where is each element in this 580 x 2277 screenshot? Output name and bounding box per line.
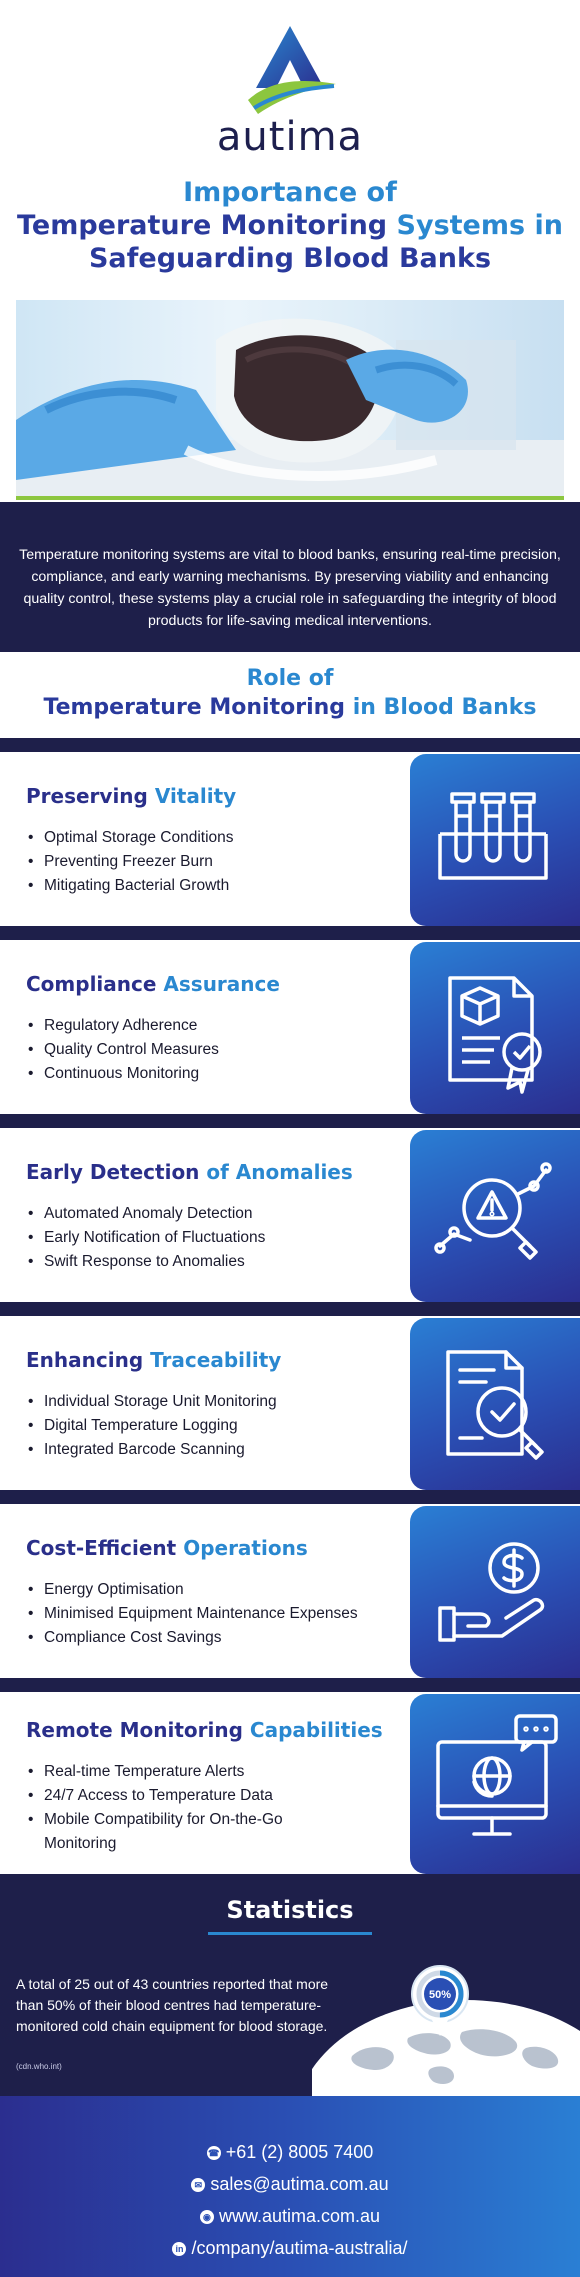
list-item: • Mitigating Bacterial Growth [26,874,416,898]
section-icon-panel [410,1506,580,1678]
section-title-a: Compliance [26,972,164,996]
contact-website[interactable] [0,2206,580,2227]
contact-email[interactable] [0,2174,580,2195]
statistics-title: Statistics [226,1896,354,1924]
section-title [26,1718,383,1742]
list-item: • Individual Storage Unit Monitoring [26,1390,416,1414]
section-enhancing-traceability [0,1302,580,1490]
role-heading-line-1: Role of [246,666,334,691]
section-title [26,1160,353,1184]
list-item: • Regulatory Adherence [26,1014,416,1038]
section-title-b: Operations [183,1536,308,1560]
section-compliance-assurance [0,926,580,1114]
blood-bag-photo [16,300,564,500]
hand-dollar-icon [410,1506,580,1678]
statistics-source: (cdn.who.int) [16,2062,62,2071]
section-list [26,1202,416,1274]
section-cost-efficient-operations [0,1490,580,1678]
logo-wordmark: autima [216,114,364,160]
email-icon: ✉ [191,2178,205,2192]
list-item: • Compliance Cost Savings [26,1626,416,1650]
list-item: • Swift Response to Anomalies [26,1250,416,1274]
section-title-b: of Anomalies [206,1160,353,1184]
statistics-underline [208,1932,372,1935]
magnifier-warning-icon [410,1130,580,1302]
list-item: • Real-time Temperature Alerts [26,1760,406,1784]
section-list [26,1014,416,1086]
section-title-b: Traceability [150,1348,282,1372]
list-item: • Minimised Equipment Maintenance Expenses [26,1602,416,1626]
contact-website-text: www.autima.com.au [218,2206,381,2226]
section-title [26,1348,281,1372]
logo [0,22,580,162]
section-title-b: Capabilities [249,1718,383,1742]
list-item: • Automated Anomaly Detection [26,1202,416,1226]
role-heading-line-2 [0,693,580,722]
autima-logo-icon [240,22,340,118]
intro-banner [0,502,580,652]
section-list [26,1760,406,1856]
title-line-2b: Systems in [396,210,563,241]
page-title [0,176,580,275]
list-item: • Mobile Compatibility for On-the-Go Monitoring [26,1808,286,1856]
role-heading [0,664,580,722]
globe-icon: ◉ [200,2210,214,2224]
list-item: • Continuous Monitoring [26,1062,416,1086]
contact-footer [0,2096,580,2277]
section-title-a: Remote Monitoring [26,1718,250,1742]
section-icon-panel [410,754,580,926]
linkedin-icon: in [172,2242,186,2256]
intro-text: Temperature monitoring systems are vital to blood banks, ensuring real-time precision, compliance, and early warning mechanisms. By preserving viability and enhancing quality control, these systems play a crucial role in safeguarding the integrity of blood products for life-saving medical interventions. [19,547,561,629]
section-title-b: Assurance [163,972,280,996]
section-title [26,784,236,808]
blood-bag-illustration [16,300,564,500]
list-item: • Integrated Barcode Scanning [26,1438,416,1462]
section-title-b: Vitality [154,784,237,808]
section-early-detection [0,1114,580,1302]
certified-document-icon [410,942,580,1114]
section-icon-panel [410,1318,580,1490]
list-item: • Digital Temperature Logging [26,1414,416,1438]
test-tubes-icon [410,754,580,926]
contact-phone-text: +61 (2) 8005 7400 [225,2142,374,2162]
title-line-3: Safeguarding Blood Banks [88,243,492,274]
list-item: • 24/7 Access to Temperature Data [26,1784,406,1808]
section-preserving-vitality [0,738,580,926]
contact-linkedin-text: /company/autima-australia/ [191,2238,408,2258]
section-title-a: Early Detection [26,1160,207,1184]
phone-icon: ☎ [208,2148,220,2158]
section-title [26,972,280,996]
section-remote-monitoring [0,1678,580,1874]
monitor-globe-icon [410,1694,580,1874]
list-item: • Preventing Freezer Burn [26,850,416,874]
section-title-a: Preserving [26,784,155,808]
section-icon-panel [410,942,580,1114]
section-list [26,826,416,898]
role-heading-line-2a: Temperature Monitoring [43,695,353,720]
role-heading-line-2b: in Blood Banks [352,695,537,720]
stat-badge-label: 50% [428,1989,452,2001]
section-icon-panel [410,1694,580,1874]
section-list [26,1578,416,1650]
list-item: • Energy Optimisation [26,1578,416,1602]
section-title-a: Cost-Efficient [26,1536,184,1560]
title-line-1: Importance of [183,177,397,208]
world-globe-graphic [312,1960,580,2096]
contact-email-text: sales@autima.com.au [210,2174,389,2194]
title-line-2 [0,209,580,242]
list-item: • Early Notification of Fluctuations [26,1226,416,1250]
section-icon-panel [410,1130,580,1302]
section-title [26,1536,308,1560]
list-item: • Optimal Storage Conditions [26,826,416,850]
section-list [26,1390,416,1462]
list-item: • Quality Control Measures [26,1038,416,1062]
statistics-section [0,1874,580,2096]
statistics-text: A total of 25 out of 43 countries reported that more than 50% of their blood centres had temperature-monitored cold chain equipment for blood storage. [16,1976,329,2034]
document-search-icon [410,1318,580,1490]
title-line-2a: Temperature Monitoring [17,210,397,241]
contact-linkedin[interactable] [0,2238,580,2259]
contact-phone[interactable] [0,2142,580,2163]
section-title-a: Enhancing [26,1348,151,1372]
